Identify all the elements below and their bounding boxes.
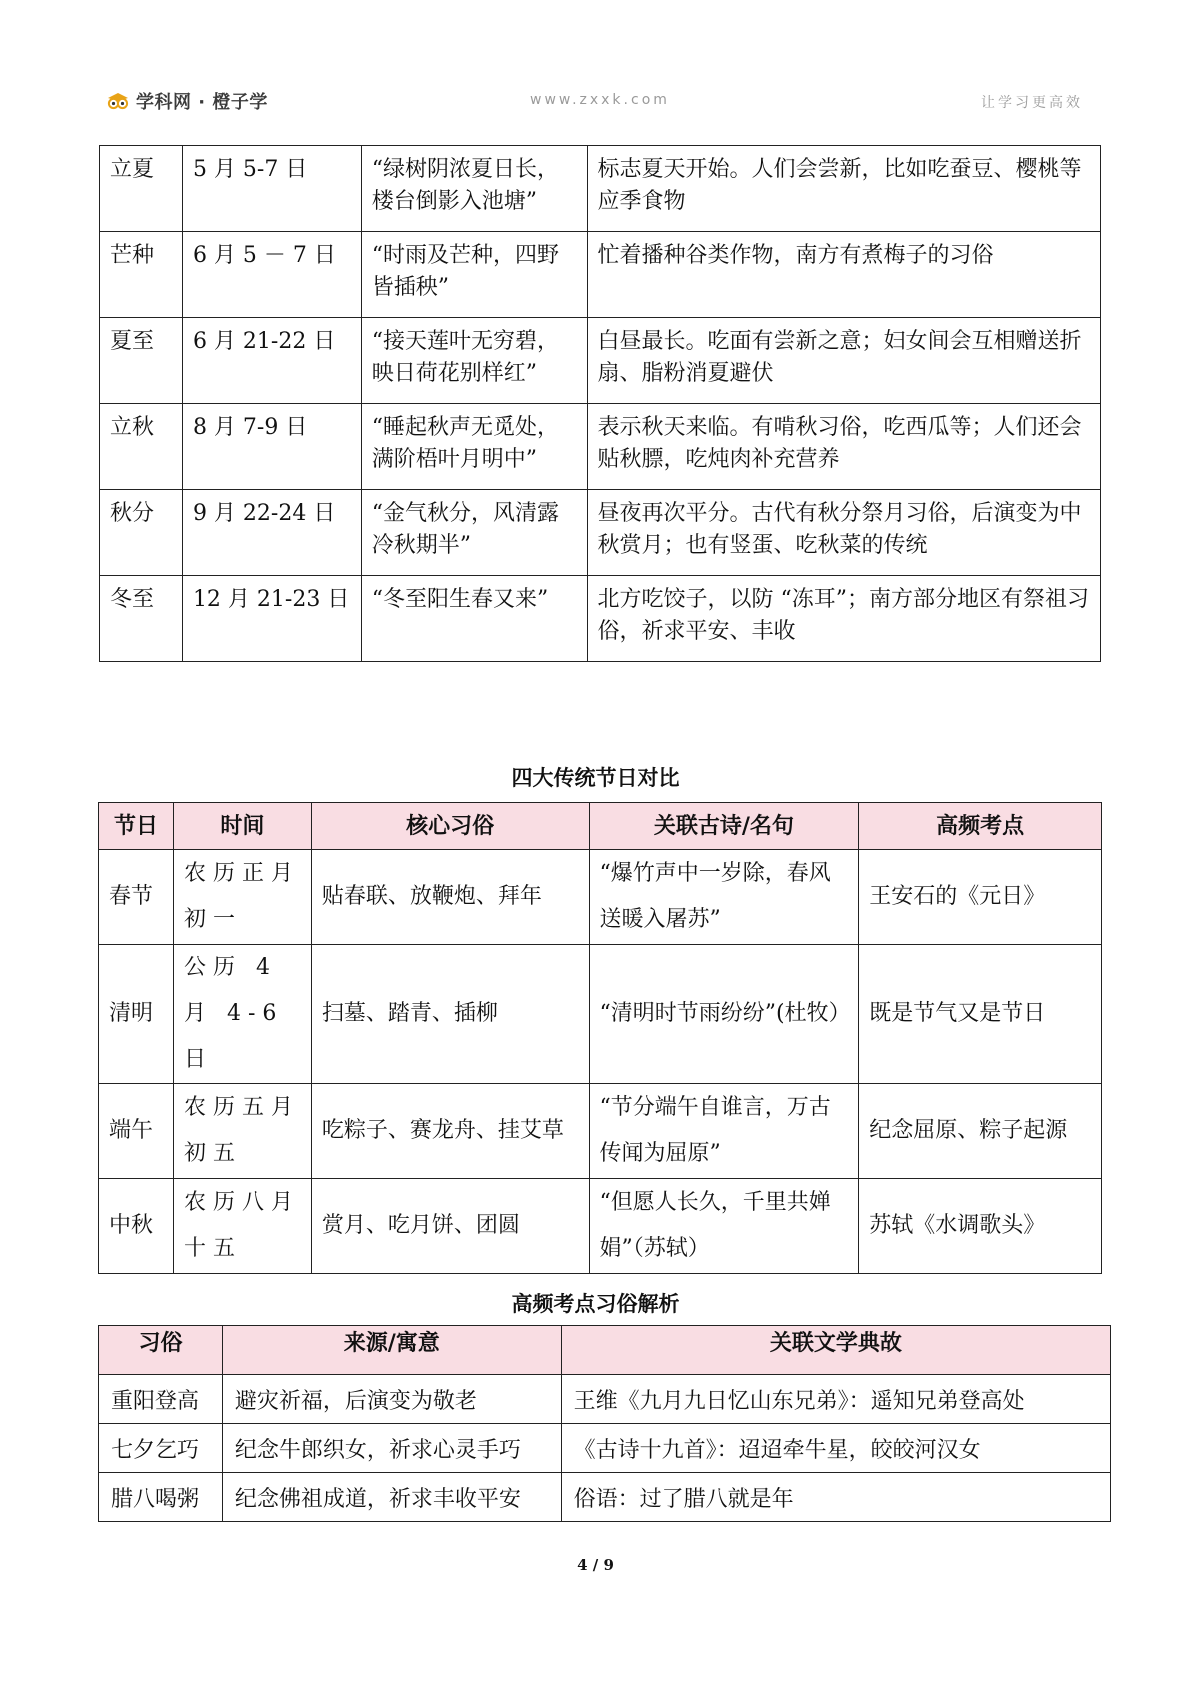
festival-name-cell: 清明	[99, 945, 174, 1084]
festival-poem-cell: “清明时节雨纷纷”(杜牧）	[589, 945, 859, 1084]
table-row	[99, 945, 1102, 1084]
festival-name-cell: 春节	[99, 850, 174, 945]
custom-cell: 北方吃饺子，以防 “冻耳”；南方部分地区有祭祖习俗，祈求平安、丰收	[587, 576, 1100, 662]
column-header: 节日	[99, 803, 174, 850]
custom-cell: 忙着播种谷类作物，南方有煮梅子的习俗	[587, 232, 1100, 318]
term-cell: 冬至	[100, 576, 183, 662]
column-header: 关联文学典故	[561, 1326, 1110, 1375]
term-cell: 立秋	[100, 404, 183, 490]
table-row	[99, 1424, 1111, 1473]
table-row	[99, 1473, 1111, 1522]
festival-name-cell: 端午	[99, 1084, 174, 1179]
poem-cell: “绿树阴浓夏日长，楼台倒影入池塘”	[361, 146, 587, 232]
column-header: 高频考点	[859, 803, 1102, 850]
custom-origin-cell: 纪念牛郎织女，祈求心灵手巧	[222, 1424, 561, 1473]
custom-cell: 白昼最长。吃面有尝新之意；妇女间会互相赠送折扇、脂粉消夏避伏	[587, 318, 1100, 404]
column-header: 习俗	[99, 1326, 223, 1375]
column-header: 关联古诗/名句	[589, 803, 859, 850]
term-cell: 立夏	[100, 146, 183, 232]
table-header-row	[99, 1326, 1111, 1375]
festivals-title: 四大传统节日对比	[511, 765, 680, 790]
table-row	[100, 318, 1101, 404]
column-header: 核心习俗	[311, 803, 589, 850]
custom-allusion-cell: 王维《九月九日忆山东兄弟》：遥知兄弟登高处	[561, 1375, 1110, 1424]
brand-name: 学科网 · 橙子学	[136, 92, 268, 113]
table-row	[100, 404, 1101, 490]
custom-allusion-cell: 《古诗十九首》：迢迢牵牛星，皎皎河汉女	[561, 1424, 1110, 1473]
table-row	[100, 232, 1101, 318]
page-number: 4 / 9	[577, 1556, 614, 1574]
festival-poem-cell: “爆竹声中一岁除，春风送暖入屠苏”	[589, 850, 859, 945]
festival-time-cell: 农历正月初一	[173, 850, 311, 945]
festival-time-cell: 公历 4 月 4-6 日	[173, 945, 311, 1084]
column-header: 时间	[173, 803, 311, 850]
page-header	[0, 0, 1191, 120]
festival-time-cell: 农历五月初五	[173, 1084, 311, 1179]
festival-poem-cell: “但愿人长久，千里共婵娟”（苏轼）	[589, 1179, 859, 1274]
festival-point-cell: 苏轼《水调歌头》	[859, 1179, 1102, 1274]
custom-name-cell: 七夕乞巧	[99, 1424, 223, 1473]
date-cell: 12 月 21-23 日	[182, 576, 361, 662]
festival-customs-cell: 吃粽子、赛龙舟、挂艾草	[311, 1084, 589, 1179]
date-cell: 5 月 5-7 日	[182, 146, 361, 232]
customs-table	[98, 1325, 1111, 1522]
term-cell: 芒种	[100, 232, 183, 318]
poem-cell: “时雨及芒种，四野皆插秧”	[361, 232, 587, 318]
poem-cell: “接天莲叶无穷碧，映日荷花别样红”	[361, 318, 587, 404]
term-cell: 夏至	[100, 318, 183, 404]
table-row	[100, 576, 1101, 662]
brand-logo[interactable]	[106, 88, 268, 114]
table-row	[99, 850, 1102, 945]
table-header-row	[99, 803, 1102, 850]
header-slogan: 让学习更高效	[981, 95, 1083, 111]
festivals-table	[98, 802, 1102, 1274]
festival-point-cell: 王安石的《元日》	[859, 850, 1102, 945]
festival-customs-cell: 贴春联、放鞭炮、拜年	[311, 850, 589, 945]
poem-cell: “冬至阳生春又来”	[361, 576, 587, 662]
date-cell: 6 月 21-22 日	[182, 318, 361, 404]
table-row	[100, 146, 1101, 232]
custom-cell: 昼夜再次平分。古代有秋分祭月习俗，后演变为中秋赏月；也有竖蛋、吃秋菜的传统	[587, 490, 1100, 576]
festival-time-cell: 农历八月十五	[173, 1179, 311, 1274]
owl-logo-icon	[106, 92, 130, 110]
date-cell: 6 月 5 － 7 日	[182, 232, 361, 318]
festival-poem-cell: “节分端午自谁言，万古传闻为屈原”	[589, 1084, 859, 1179]
festival-customs-cell: 赏月、吃月饼、团圆	[311, 1179, 589, 1274]
custom-name-cell: 重阳登高	[99, 1375, 223, 1424]
custom-origin-cell: 避灾祈福，后演变为敬老	[222, 1375, 561, 1424]
festival-customs-cell: 扫墓、踏青、插柳	[311, 945, 589, 1084]
poem-cell: “金气秋分，风清露冷秋期半”	[361, 490, 587, 576]
customs-title: 高频考点习俗解析	[511, 1291, 680, 1316]
solar-terms-table	[99, 145, 1101, 662]
site-url[interactable]: www.zxxk.com	[530, 92, 670, 108]
custom-name-cell: 腊八喝粥	[99, 1473, 223, 1522]
date-cell: 9 月 22-24 日	[182, 490, 361, 576]
custom-cell: 表示秋天来临。有啃秋习俗，吃西瓜等；人们还会贴秋膘，吃炖肉补充营养	[587, 404, 1100, 490]
table-row	[99, 1084, 1102, 1179]
poem-cell: “睡起秋声无觅处，满阶梧叶月明中”	[361, 404, 587, 490]
custom-cell: 标志夏天开始。人们会尝新，比如吃蚕豆、樱桃等应季食物	[587, 146, 1100, 232]
festival-point-cell: 纪念屈原、粽子起源	[859, 1084, 1102, 1179]
date-cell: 8 月 7-9 日	[182, 404, 361, 490]
table-row	[100, 490, 1101, 576]
column-header: 来源/寓意	[222, 1326, 561, 1375]
custom-origin-cell: 纪念佛祖成道，祈求丰收平安	[222, 1473, 561, 1522]
table-row	[99, 1375, 1111, 1424]
festival-point-cell: 既是节气又是节日	[859, 945, 1102, 1084]
custom-allusion-cell: 俗语：过了腊八就是年	[561, 1473, 1110, 1522]
table-row	[99, 1179, 1102, 1274]
term-cell: 秋分	[100, 490, 183, 576]
festival-name-cell: 中秋	[99, 1179, 174, 1274]
